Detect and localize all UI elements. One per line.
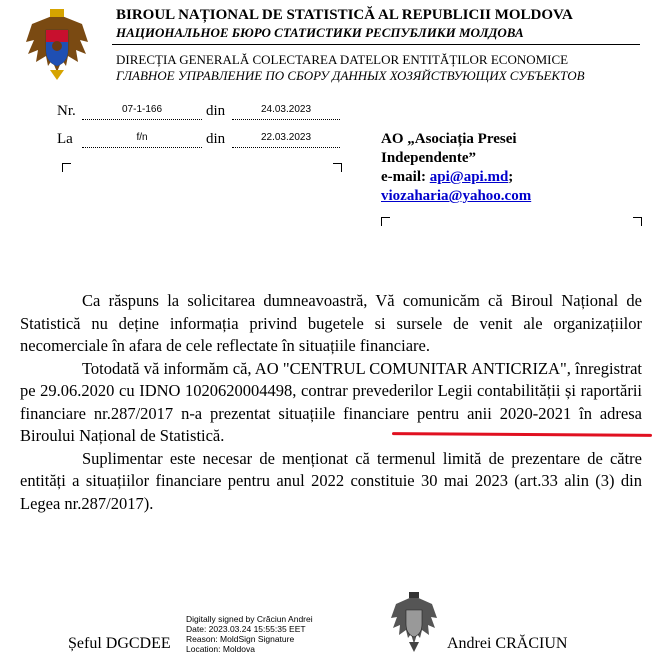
corner-mark-recipient-right bbox=[633, 217, 642, 226]
din-label-2: din bbox=[206, 131, 226, 147]
nr-value: 07-1-166 bbox=[121, 104, 163, 115]
corner-mark-left bbox=[62, 163, 71, 172]
signature-line-4: Location: Moldova bbox=[186, 644, 255, 654]
coat-of-arms-logo bbox=[22, 6, 92, 84]
paragraph-2: Totodată vă informăm că, AO "CENTRUL COMUNITAR ANTICRIZA", înregistrat pe 29.06.2020 cu IDNO 1020620004498, contrar prevederilor Legii contabilității și raportării financiare nr.287/2017 n-a prezentat situațiile financiare pentru anii 2020-2021 în adresa Biroului Național de Statistică. bbox=[20, 358, 642, 445]
institution-name-ro: BIROUL NAȚIONAL DE STATISTICĂ AL REPUBLICII MOLDOVA bbox=[116, 7, 573, 23]
signature-line-3: Reason: MoldSign Signature bbox=[186, 634, 295, 644]
date-2-value: 22.03.2023 bbox=[260, 132, 312, 143]
la-label: La bbox=[57, 131, 73, 147]
signature-seal-icon bbox=[388, 590, 440, 656]
department-name-ro: DIRECȚIA GENERALĂ COLECTAREA DATELOR ENTITĂȚILOR ECONOMICE bbox=[116, 52, 569, 67]
paragraph-3: Suplimentar este necesar de menționat că termenul limită de prezentare de către entități a situațiilor financiare pentru anul 2022 constituie 30 mai 2023 (art.33 alin (3) din Legea nr.287/2017). bbox=[20, 448, 642, 513]
institution-name-ru: НАЦИОНАЛЬНОЕ БЮРО СТАТИСТИКИ РЕСПУБЛИКИ МОЛДОВА bbox=[116, 25, 524, 40]
email-label: e-mail: bbox=[381, 169, 426, 185]
date-1-value: 24.03.2023 bbox=[260, 104, 312, 115]
corner-mark-right bbox=[333, 163, 342, 172]
date-2-dotted-line bbox=[232, 147, 340, 148]
nr-label: Nr. bbox=[57, 103, 76, 119]
recipient-line-1: AO „Asociația Presei bbox=[381, 131, 517, 147]
signer-position: Șeful DGCDEE bbox=[68, 635, 171, 652]
nr-dotted-line bbox=[82, 119, 202, 120]
email-link-1[interactable]: api@api.md bbox=[429, 169, 509, 185]
letter-body bbox=[20, 290, 642, 515]
la-dotted-line bbox=[82, 147, 202, 148]
recipient-line-2: Independente” bbox=[381, 150, 477, 166]
recipient-block bbox=[381, 130, 641, 206]
email-link-2[interactable]: viozaharia@yahoo.com bbox=[381, 188, 532, 204]
signature-line-2: Date: 2023.03.24 15:55:35 EET bbox=[186, 624, 306, 634]
din-label-1: din bbox=[206, 103, 226, 119]
paragraph-1: Ca răspuns la solicitarea dumneavoastră, Vă comunicăm că Biroul Național de Statistică nu deține informația privind bugetele si sursele de venit ale organizațiilor necomerciale în afara de cele reflectate în situațiile financiare. bbox=[20, 291, 642, 355]
date-1-dotted-line bbox=[232, 119, 340, 120]
email-separator: ; bbox=[508, 169, 514, 185]
corner-mark-recipient-left bbox=[381, 217, 390, 226]
signature-line-1: Digitally signed by Crăciun Andrei bbox=[186, 614, 313, 624]
recipient-email-line bbox=[381, 168, 641, 187]
department-name-ru: ГЛАВНОЕ УПРАВЛЕНИЕ ПО СБОРУ ДАННЫХ ХОЗЯЙСТВУЮЩИХ СУБЪЕКТОВ bbox=[116, 68, 585, 83]
digital-signature-block bbox=[186, 614, 313, 654]
signer-name: Andrei CRĂCIUN bbox=[447, 635, 568, 652]
la-value: f/n bbox=[136, 132, 148, 143]
header-divider bbox=[112, 44, 640, 45]
